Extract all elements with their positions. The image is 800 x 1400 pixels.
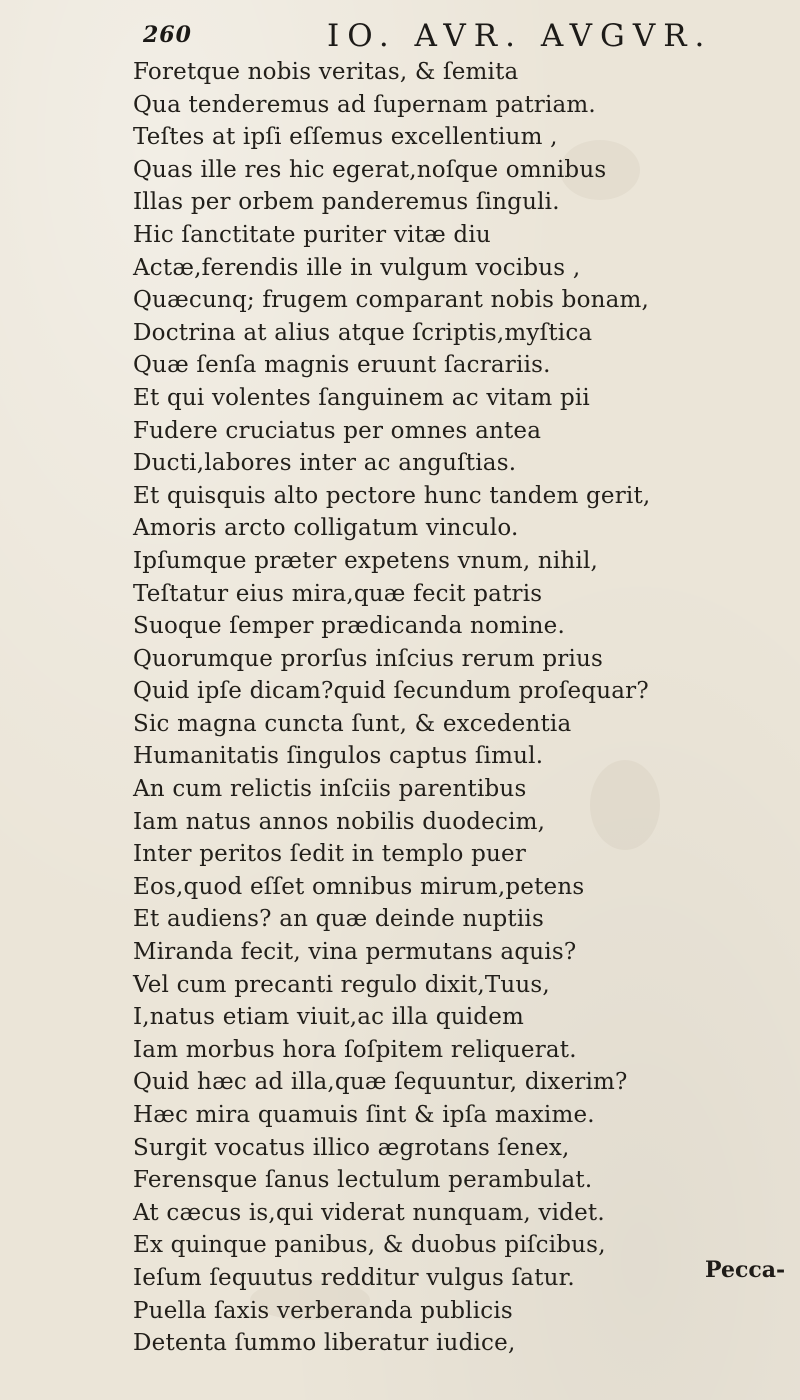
verse-line: Surgit vocatus illico ægrotans ſenex, <box>133 1134 570 1161</box>
verse-text <box>133 56 693 1357</box>
verse-line: Vel cum precanti regulo dixit,Tuus, <box>133 971 550 998</box>
verse-line: Eos,quod eſſet omnibus mirum,petens <box>133 873 585 900</box>
verse-line: Iam morbus hora ſoſpitem reliquerat. <box>133 1036 577 1063</box>
verse-line: Teſtes at ipſi eſſemus excellentium , <box>133 124 558 151</box>
verse-line: Quæcunq; frugem comparant nobis bonam, <box>133 287 650 314</box>
verse-line: Foretque nobis veritas, & ſemita <box>133 59 519 85</box>
verse-line: An cum relictis inſciis parentibus <box>133 776 527 803</box>
page-number: 260 <box>143 22 192 48</box>
verse-line: Ferensque ſanus lectulum perambulat. <box>133 1167 593 1194</box>
verse-line: At cæcus is,qui viderat nunquam, videt. <box>133 1199 605 1226</box>
verse-line: Illas per orbem panderemus ſinguli. <box>133 189 560 216</box>
catchword: Pecca- <box>705 1257 786 1283</box>
verse-line: Ipſumque præter expetens vnum, nihil, <box>133 547 599 574</box>
verse-line: Ducti,labores inter ac anguſtias. <box>133 450 517 477</box>
verse-line: Quid hæc ad illa,quæ ſequuntur, dixerim? <box>133 1069 628 1096</box>
verse-line: Et quisquis alto pectore hunc tandem gerit, <box>133 482 651 509</box>
verse-line: Inter peritos ſedit in templo puer <box>133 841 527 868</box>
verse-line: Ieſum ſequutus redditur vulgus ſatur. <box>133 1264 575 1291</box>
verse-line: Quorumque prorſus inſcius rerum prius <box>133 645 604 672</box>
verse-line: Et qui volentes ſanguinem ac vitam pii <box>133 384 590 411</box>
verse-line: Miranda fecit, vina permutans aquis? <box>133 939 577 966</box>
verse-line: I,natus etiam viuit,ac illa quidem <box>133 1004 525 1031</box>
verse-line: Amoris arcto colligatum vinculo. <box>133 515 519 542</box>
verse-line: Et audiens? an quæ deinde nuptiis <box>133 906 544 933</box>
verse-line: Actæ,ferendis ille in vulgum vocibus , <box>133 254 581 281</box>
verse-line: Teſtatur eius mira,quæ fecit patris <box>133 580 543 607</box>
verse-line: Puella ſaxis verberanda publicis <box>133 1297 513 1324</box>
verse-line: Qua tenderemus ad ſupernam patriam. <box>133 91 596 118</box>
verse-line: Humanitatis ſingulos captus ſimul. <box>133 743 544 770</box>
verse-line: Quas ille res hic egerat,noſque omnibus <box>133 156 607 183</box>
running-head: IO. AVR. AVGVR. <box>327 18 713 54</box>
verse-line: Sic magna cuncta ſunt, & excedentia <box>133 710 572 737</box>
verse-line: Iam natus annos nobilis duodecim, <box>133 808 546 835</box>
verse-line: Hic ſanctitate puriter vitæ diu <box>133 221 491 248</box>
verse-line: Ex quinque panibus, & duobus piſcibus, <box>133 1232 606 1259</box>
verse-line: Hæc mira quamuis ſint & ipſa maxime. <box>133 1102 595 1128</box>
verse-line: Quid ipſe dicam?quid ſecundum proſequar? <box>133 678 649 705</box>
verse-line: Detenta ſummo liberatur iudice, <box>133 1330 516 1357</box>
verse-line: Fudere cruciatus per omnes antea <box>133 417 542 444</box>
verse-line: Quæ ſenſa magnis eruunt ſacrariis. <box>133 352 551 379</box>
verse-line: Suoque ſemper prædicanda nomine. <box>133 613 565 640</box>
verse-line: Doctrina at alius atque ſcriptis,myſtica <box>133 319 593 346</box>
